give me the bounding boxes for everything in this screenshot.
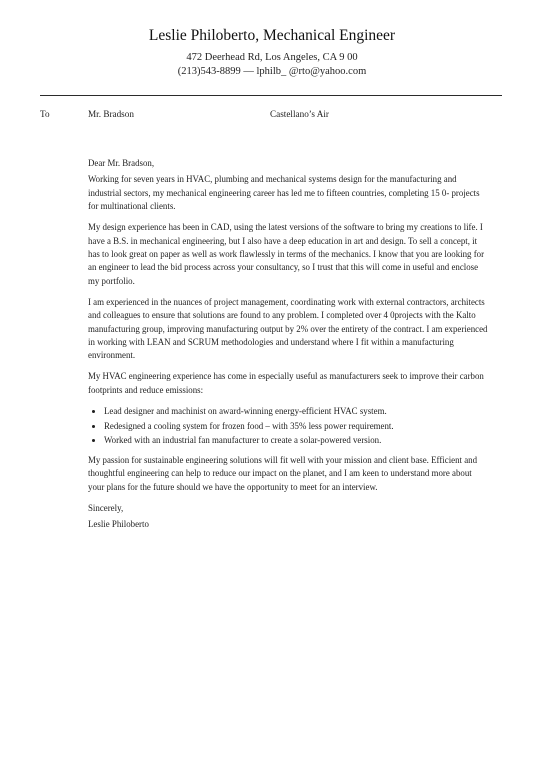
letter-paragraph-4: My HVAC engineering experience has come in especially useful as manufacturers seek to improve their carbon footprints and reduce emissions:	[88, 371, 484, 395]
recipient-name: Mr. Bradson	[88, 109, 134, 119]
letter-paragraph-5: My passion for sustainable engineering solutions will fit well with your mission and client base. Efficient and thoughtful engineering can help to reduce our impact on the planet, and I am keen to understand more about your plans for the future should we have the opportunity to meet for an interview.	[88, 454, 478, 492]
header-divider	[40, 95, 502, 96]
letter-paragraph-1: Working for seven years in HVAC, plumbing and mechanical systems design for the manufacturing and industrial sectors, my mechanical engineering career has led me to fifteen countries, completing 15 0- projects for multinational clients.	[88, 174, 480, 212]
sender-name-title: Leslie Philoberto, Mechanical Engineer	[148, 27, 396, 44]
letter-closing: Sincerely,	[88, 502, 124, 513]
list-item: • Lead designer and machinist on award-winning energy-efficient HVAC system.	[104, 405, 488, 418]
letter-signature: Leslie Philoberto	[88, 519, 149, 530]
sender-address: 472 Deerhead Rd, Los Angeles, CA 9 00	[186, 52, 358, 63]
to-label: To	[40, 109, 50, 119]
letter-greeting: Dear Mr. Bradson,	[88, 158, 155, 168]
letter-body	[88, 157, 488, 539]
letter-paragraph-3: I am experienced in the nuances of project management, coordinating work with external contractors, architects and colleagues to ensure that solutions are found to any problem. I completed over 4 0projects with the Kalto manufacturing group, improving manufacturing output by 2% over the entirety of the contract. I am experienced in working with LEAN and SCRUM methodologies and understand where I fit within a manufacturing environment.	[88, 296, 488, 361]
achievement-list	[88, 405, 488, 448]
recipient-company: Castellano’s Air	[270, 109, 329, 119]
letter-paragraph-2: My design experience has been in CAD, using the latest versions of the software to bring my creations to life. I have a B.S. in mechanical engineering, but I also have a deep education in art and design. To sell a concept, it has to look great on paper as well as work flawlessly in terms of the mechanics. I know that you are looking for an engineer to lead the bid process across your consultancy, so I trust that this will come in useful and enclose my portfolio.	[88, 222, 485, 286]
letter-header	[0, 26, 544, 79]
list-item: • Redesigned a cooling system for frozen food – with 35% less power requirement.	[104, 420, 488, 433]
list-item: • Worked with an industrial fan manufacturer to create a solar-powered version.	[104, 434, 488, 447]
sender-contact: (213)543-8899 — lphilb_ @rto@yahoo.com	[177, 66, 367, 77]
